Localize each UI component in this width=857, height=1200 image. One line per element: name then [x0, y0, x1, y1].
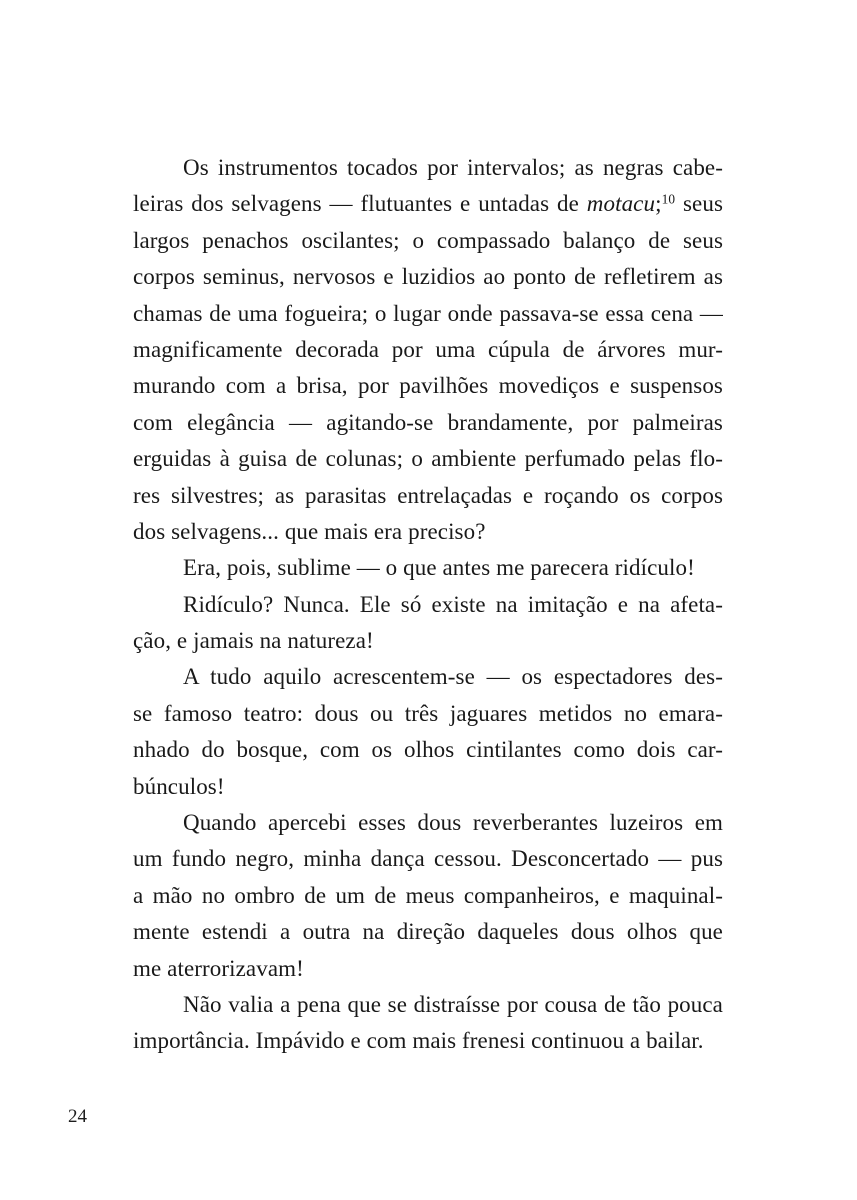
text-line: [133, 841, 723, 877]
text-line: [133, 150, 723, 186]
italic-term: motacu: [586, 191, 656, 217]
text-segment: com elegância — agitando-se brandamente, por palmeiras: [133, 409, 723, 435]
text-line: [133, 296, 723, 332]
text-segment: A tudo aquilo acrescentem-se — os espectadores des-: [183, 664, 723, 690]
text-line: [133, 441, 723, 477]
text-segment: mente estendi a outra na direção daqueles dous olhos que: [133, 919, 723, 945]
paragraph: [133, 587, 723, 660]
paragraph: [133, 805, 723, 987]
text-segment: Ridículo? Nunca. Ele só existe na imitação e na afeta-: [183, 591, 723, 617]
body-text: [133, 150, 723, 1060]
text-segment: Quando apercebi esses dous reverberantes luzeiros em: [183, 810, 723, 836]
text-segment: me aterrorizavam!: [133, 955, 304, 981]
text-line: [133, 478, 723, 514]
text-line: [133, 987, 723, 1023]
text-line: [133, 514, 723, 550]
text-line: [133, 696, 723, 732]
text-segment: dos selvagens... que mais era preciso?: [133, 518, 486, 544]
text-segment: um fundo negro, minha dança cessou. Desconcertado — pus: [133, 846, 723, 872]
text-segment: ;: [655, 191, 662, 217]
text-segment: se famoso teatro: dous ou três jaguares metidos no emara-: [133, 700, 723, 726]
text-line: [133, 223, 723, 259]
text-segment: ção, e jamais na natureza!: [133, 628, 374, 654]
text-segment: res silvestres; as parasitas entrelaçadas e roçando os corpos: [133, 482, 723, 508]
text-segment: murando com a brisa, por pavilhões movediços e suspensos: [133, 373, 723, 399]
text-line: [133, 332, 723, 368]
text-segment: Os instrumentos tocados por intervalos; as negras cabe-: [183, 155, 723, 180]
text-segment: magnificamente decorada por uma cúpula de árvores mur-: [133, 336, 723, 362]
text-line: [133, 805, 723, 841]
text-segment: seus: [675, 191, 723, 217]
text-line: [133, 405, 723, 441]
text-line: [133, 1023, 723, 1059]
footnote-ref: 10: [661, 192, 676, 208]
text-line: [133, 368, 723, 404]
paragraph: [133, 987, 723, 1060]
text-segment: largos penachos oscilantes; o compassado balanço de seus: [133, 227, 723, 253]
text-line: [133, 587, 723, 623]
text-segment: importância. Impávido e com mais frenesi continuou a bailar.: [133, 1028, 704, 1054]
text-line: [133, 732, 723, 768]
paragraph: [133, 659, 723, 805]
text-segment: Não valia a pena que se distraísse por cousa de tão pouca: [183, 991, 723, 1017]
text-line: [133, 951, 723, 987]
text-segment: leiras dos selvagens — flutuantes e untadas de: [133, 191, 587, 217]
paragraph: [133, 550, 723, 586]
text-segment: a mão no ombro de um de meus companheiros, e maquinal-: [133, 882, 723, 908]
text-line: [133, 623, 723, 659]
text-segment: nhado do bosque, com os olhos cintilantes como dois car-: [133, 737, 723, 763]
paragraph: [133, 150, 723, 550]
text-segment: Era, pois, sublime — o que antes me parecera ridículo!: [183, 555, 695, 581]
text-line: [133, 914, 723, 950]
text-segment: erguidas à guisa de colunas; o ambiente perfumado pelas flo-: [133, 446, 723, 472]
text-line: [133, 259, 723, 295]
text-segment: corpos seminus, nervosos e luzidios ao ponto de refletirem as: [133, 264, 723, 290]
text-line: [133, 878, 723, 914]
text-line: [133, 550, 723, 586]
text-line: [133, 659, 723, 695]
text-segment: búnculos!: [133, 773, 225, 799]
text-segment: chamas de uma fogueira; o lugar onde passava-se essa cena —: [133, 300, 723, 326]
page-number: 24: [68, 1106, 87, 1127]
text-line: [133, 769, 723, 805]
text-line: [133, 186, 723, 222]
